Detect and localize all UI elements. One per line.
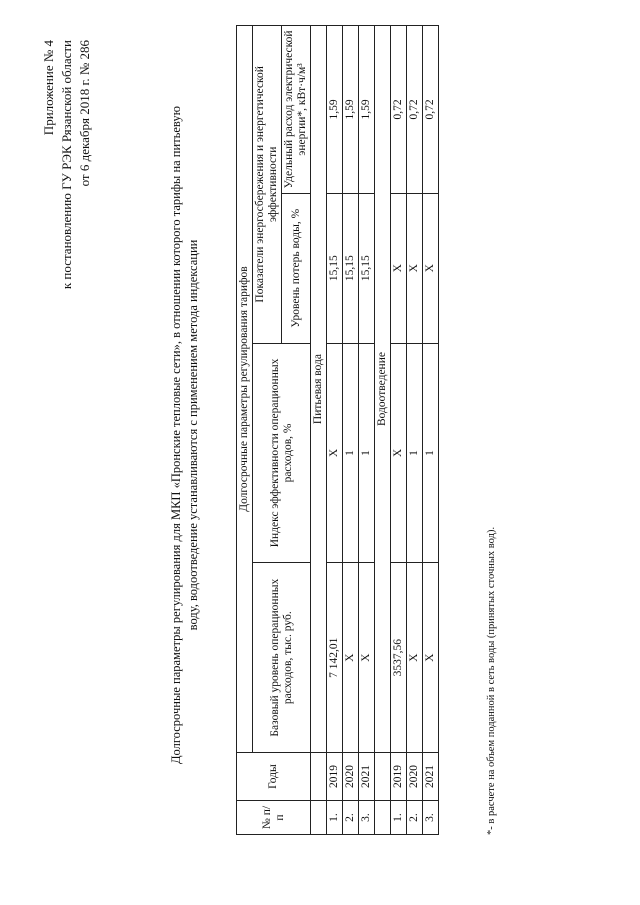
appendix-number: Приложение № 4 (41, 40, 56, 136)
cell-year: 2020 (343, 753, 359, 801)
title-line-2: воду, водоотведение устанавливаются с применением метода индексации (186, 239, 200, 631)
cell-num: 1. (391, 801, 407, 835)
table-row (407, 26, 423, 835)
cell-index: Х (327, 343, 343, 563)
table-row (343, 26, 359, 835)
document-header (40, 40, 94, 289)
cell-num: 2. (407, 801, 423, 835)
cell-year: 2020 (407, 753, 423, 801)
cell-base: 3537,56 (391, 563, 407, 753)
cell-year: 2021 (423, 753, 439, 801)
cell-index: 1 (343, 343, 359, 563)
header-electric-consumption: Удельный расход электрической энергии*, кВт·ч/м³ (282, 26, 311, 194)
cell-base: Х (359, 563, 375, 753)
resolution-reference: к постановлению ГУ РЭК Рязанской области (59, 40, 74, 290)
header-efficiency-index: Индекс эффективности операционных расходов, % (253, 343, 311, 563)
header-base-cost: Базовый уровень операционных расходов, тыс. руб. (253, 563, 311, 753)
cell-year: 2019 (327, 753, 343, 801)
section-title: Водоотведение (375, 26, 391, 753)
header-year: Годы (237, 753, 311, 801)
cell-loss: 15,15 (327, 193, 343, 343)
cell-base: Х (343, 563, 359, 753)
cell-index: 1 (359, 343, 375, 563)
cell-num: 2. (343, 801, 359, 835)
parameters-table (236, 25, 439, 835)
resolution-date: от 6 декабря 2018 г. № 286 (77, 40, 92, 187)
cell-base: Х (423, 563, 439, 753)
header-num: № п/п (237, 801, 311, 835)
cell-loss: 15,15 (343, 193, 359, 343)
table-header-row-1 (237, 26, 253, 835)
cell-num: 1. (327, 801, 343, 835)
cell-electric: 0,72 (391, 26, 407, 194)
cell-electric: 0,72 (407, 26, 423, 194)
section-row (375, 26, 391, 835)
header-group: Долгосрочные параметры регулирования тарифов (237, 26, 253, 753)
footnote: *- в расчете на объем поданной в сеть воды (принятых сточных вод). (486, 526, 497, 835)
cell-loss: Х (391, 193, 407, 343)
table-row (391, 26, 407, 835)
cell-loss: 15,15 (359, 193, 375, 343)
cell-base: 7 142,01 (327, 563, 343, 753)
cell-year: 2019 (391, 753, 407, 801)
cell-electric: 1,59 (359, 26, 375, 194)
table-row (359, 26, 375, 835)
cell-year: 2021 (359, 753, 375, 801)
cell-electric: 1,59 (343, 26, 359, 194)
cell-electric: 1,59 (327, 26, 343, 194)
cell-index: 1 (407, 343, 423, 563)
table-row (327, 26, 343, 835)
cell-loss: Х (423, 193, 439, 343)
title-line-1: Долгосрочные параметры регулирования для МКП «Пронские тепловые сети», в отношении которого тарифы на питьевую (169, 106, 183, 764)
cell-electric: 0,72 (423, 26, 439, 194)
cell-index: Х (391, 343, 407, 563)
cell-num: 3. (423, 801, 439, 835)
cell-loss: Х (407, 193, 423, 343)
table-header-row-2 (253, 26, 282, 835)
section-title: Питьевая вода (311, 26, 327, 753)
header-water-loss: Уровень потерь воды, % (282, 193, 311, 343)
table-row (423, 26, 439, 835)
section-row (311, 26, 327, 835)
cell-index: 1 (423, 343, 439, 563)
cell-num: 3. (359, 801, 375, 835)
header-energy-group: Показатели энергосбережения и энергетической эффективности (253, 26, 282, 344)
cell-base: Х (407, 563, 423, 753)
document-title (168, 25, 202, 845)
